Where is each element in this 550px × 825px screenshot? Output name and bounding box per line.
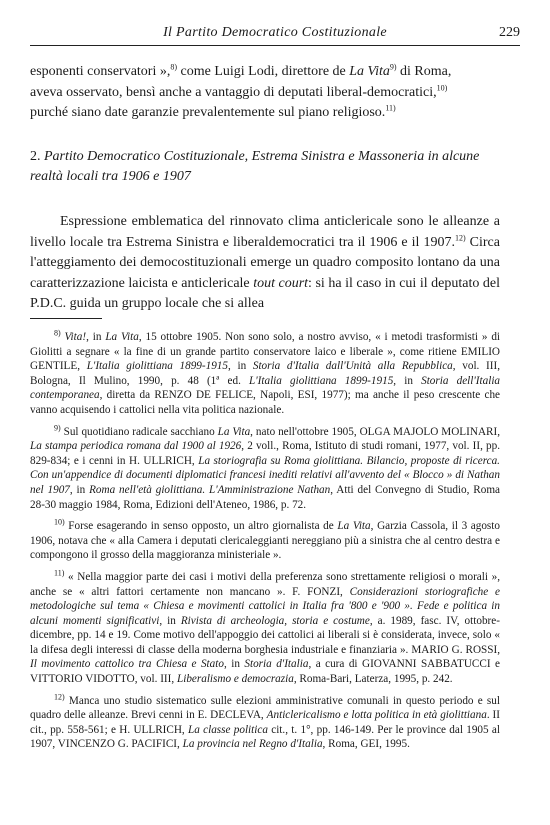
intro-line-3: purché siano date garanzie prevalentemente sul piano religioso.$^{11)}$ bbox=[30, 103, 396, 120]
page-number: 229 bbox=[499, 25, 520, 40]
main-paragraph bbox=[30, 212, 500, 315]
section-heading bbox=[30, 147, 500, 187]
footnote: $^{8)}$ Vita!, in La Vita, 15 ottobre 1905. Non sono solo, a nostro avviso, « i metodi trasformisti » di Giolitti a segnare « la fine di un grande partito conservatore laico e liberale », come ritiene EMILIO GENTILE, L'Italia giolittiana 1899-1915, in Storia d'Italia dall'Unità alla Repubblica, vol. III, Bologna, Il Mulino, 1990, p. 48 (1ª ed. L'Italia giolittiana 1899-1915, in Storia dell'Italia contemporanea, diretta da RENZO DE FELICE, Napoli, ESI, 1977); ma anche il peso crescente che vanno acquisendo i cattolici nella vita politica nazionale. bbox=[30, 328, 501, 416]
footnote-marker: 11) bbox=[54, 568, 65, 578]
footnote-marker: 8) bbox=[54, 328, 61, 338]
footnotes bbox=[30, 330, 500, 759]
footnote-marker: 10) bbox=[54, 517, 65, 527]
footnote-marker: 12) bbox=[54, 691, 65, 701]
main-paragraph-text: Espressione emblematica del rinnovato clima anticlericale sono le alleanze a livello locale tra Estrema Sinistra e liberaldemocratici tra il 1906 e il 1907.$^{12)}$ Circa l'atteggiamento dei democostituzionali emerge un quadro composito lontano da una caratterizzazione laicista e anticlericale tout court: si ha il caso in cui il deputato del P.D.C. guida un gruppo locale che si allea bbox=[30, 214, 500, 311]
footnote-separator bbox=[30, 318, 102, 319]
footnote: $^{11)}$ « Nella maggior parte dei casi i motivi della preferenza sono strettamente religiosi o morali », anche se « altri fattori certamente non mancano ». F. FONZI, Considerazioni storiografiche e metodologiche sul tema « Chiesa e movimenti cattolici in Italia fra '800 e '900 ». Fede e politica in alcuni momenti significativi, in Rivista di archeologia, storia e costume, a. 1989, fasc. IV, ottobre-dicembre, pp. 14 e 19. Come motivo dell'appoggio dei cattolici ai liberali si è considerata, invece, solo « la difesa degli interessi di classe della moderna borghesia industriale e finanziaria ». MARIO G. ROSSI, Il movimento cattolico tra Chiesa e Stato, in Storia d'Italia, a cura di GIOVANNI SABBATUCCI e VITTORIO VIDOTTO, vol. III, Liberalismo e democrazia, Roma-Bari, Laterza, 1995, p. 242. bbox=[30, 568, 501, 686]
footnote: $^{12)}$ Manca uno studio sistematico sulle elezioni amministrative comunali in questo periodo e sul quadro delle alleanze. Brevi cenni in E. DECLEVA, Anticlericalismo e lotta politica in età giolittiana. II cit., pp. 558-561; e H. ULLRICH, La classe politica cit., t. 1°, pp. 146-149. Per le province dal 1905 al 1907, VINCENZO G. PACIFICI, La provincia nel Regno d'Italia, Roma, GEI, 1995. bbox=[30, 691, 501, 751]
running-title: Il Partito Democratico Costituzionale bbox=[163, 25, 387, 40]
footnote-marker: 9) bbox=[54, 422, 61, 432]
section-title: Partito Democratico Costituzionale, Estrema Sinistra e Massoneria in alcune realtà locali tra 1906 e 1907 bbox=[30, 149, 480, 184]
footnote: $^{9)}$ Sul quotidiano radicale sacchiano La Vita, nato nell'ottobre 1905, OLGA MAJOLO MOLINARI, La stampa periodica romana dal 1900 al 1926, 2 voll., Roma, Istituto di studi romani, 1977, vol. II, pp. 829-834; e i cenni in H. ULLRICH, La storiografia su Roma giolittiana. Bilancio, proposte di ricerca. Con un'appendice di documenti diplomatici francesi inediti relativi all'avvento del « Blocco » di Nathan nel 1907, in Roma nell'età giolittiana. L'Amministrazione Nathan, Atti del Convegno di Studio, Roma 28-30 maggio 1984, Roma, Edizioni dell'Ateneo, 1986, p. 72. bbox=[30, 422, 501, 511]
intro-paragraph bbox=[30, 62, 500, 124]
intro-line-1: esponenti conservatori »,$^{8)}$ come Luigi Lodi, direttore de La Vita$^{9)}$ di Roma, bbox=[30, 62, 452, 79]
intro-line-2: aveva osservato, bensì anche a vantaggio di deputati liberal-democratici,$^{10)}$ bbox=[30, 82, 448, 100]
footnote: $^{10)}$ Forse esagerando in senso opposto, un altro giornalista de La Vita, Garzia Cassola, il 3 agosto 1906, notava che « alla Camera i deputati clericaleggianti nereggiano più a sinistra che al centro destra e compongono il grosso della maggioranza ministeriale ». bbox=[30, 517, 500, 562]
section-number: 2. bbox=[30, 149, 44, 164]
running-header bbox=[30, 25, 520, 46]
